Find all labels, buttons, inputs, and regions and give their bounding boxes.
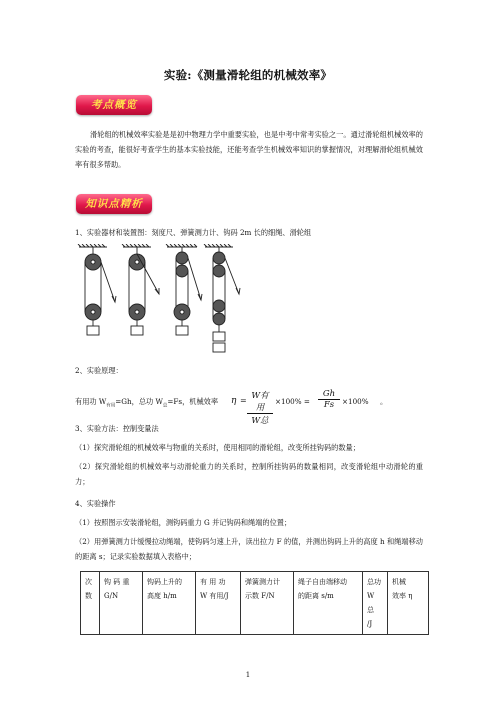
item-4-1: （1）按照图示安装滑轮组，测钩码重力 G 并记钩码和绳端的位置； xyxy=(75,518,292,527)
item-2-principle: 2、实验原理： xyxy=(75,366,123,375)
header-total-work: 总功 W 总 /J xyxy=(363,572,388,635)
formula-useful-eq: =Gh，总功 W xyxy=(115,397,163,406)
intro-paragraph: 滑轮组的机械效率实验是是初中物理力学中重要实验，也是中考中常考实验之一。通过滑轮组机械效率的实验的考查，能很好考查学生的基本实验技能，还能考查学生机械效率知识的掌握情况，对理解滑轮组机械效率有很多帮助。 xyxy=(75,130,423,169)
fraction-work-numerator: W有用 xyxy=(247,389,273,414)
pulley-setup-1 xyxy=(78,244,116,335)
header-useful-work: 有 用 功 W 有用/J xyxy=(196,572,241,635)
fraction-work-denominator: W总 xyxy=(251,416,269,426)
formula-end: 。 xyxy=(380,397,388,406)
section-badge-knowledge: 知识点精析 xyxy=(76,194,152,214)
item-4-2: （2）用弹簧测力计缓慢拉动绳端，使钩码匀速上升，读出拉力 F 的值，并测出钩码上升的高度 h 和绳端移动的距离 s；记录实验数据填入表格中； xyxy=(75,537,423,561)
fraction-work-ratio xyxy=(247,389,273,426)
page-number: 1 xyxy=(245,671,251,679)
formula-total-eq: =Fs，机械效率 xyxy=(167,397,219,406)
pulley-setup-3 xyxy=(166,244,202,335)
header-weight: 钩 码 重 G/N xyxy=(100,572,143,635)
formula-useful-work-label: 有用功 W xyxy=(75,397,107,406)
data-table xyxy=(80,571,429,635)
pulley-setup-figure xyxy=(75,244,250,354)
header-height: 钩码上升的 高度 h/m xyxy=(143,572,196,635)
page-title: 实验:《测量滑轮组的机械效率》 xyxy=(163,68,333,82)
header-efficiency: 机械 效率 η xyxy=(388,572,429,635)
pulley-setup-4 xyxy=(204,244,240,352)
formula-total-subscript: 总 xyxy=(162,403,168,409)
formula-eta: η xyxy=(231,396,237,406)
header-trial: 次 数 xyxy=(81,572,100,635)
formula-useful-subscript: 有用 xyxy=(106,403,116,409)
fraction-gh: Gh xyxy=(318,389,340,400)
item-3-1: （1）探究滑轮组的机械效率与物重的关系时，使用相同的滑轮组，改变所挂钩码的数量； xyxy=(75,443,360,452)
section-badge-overview: 考点概览 xyxy=(76,95,152,115)
header-force: 弹簧测力计 示数 F/N xyxy=(241,572,294,635)
formula-times-2: ×100% xyxy=(342,397,369,406)
table-header-row xyxy=(81,572,429,635)
efficiency-formula: 有用功 $W_{有用}=Gh$，总功 $W_总=Fs$，机械效率 η = W有用 W总 ×100% = $\frac{Gh}{Fs}$ ×100% 。 xyxy=(75,389,388,426)
item-1-equipment: 1、实验器材和装置图：刻度尺、弹簧测力计、钩码 2m 长的细绳、滑轮组 xyxy=(75,228,312,237)
item-4-operation: 4、实验操作 xyxy=(75,499,116,508)
item-3-2: （2）探究滑轮组的机械效率与动滑轮重力的关系时，控制所挂钩码的数量相同，改变滑轮组中动滑轮的重力； xyxy=(75,462,423,486)
formula-times-1: ×100% = xyxy=(275,397,310,406)
header-distance: 绳子自由端移动 的距离 s/m xyxy=(294,572,363,635)
item-3-method: 3、实验方法：控制变量法 xyxy=(75,424,159,433)
fraction-fs: Fs xyxy=(323,400,335,410)
pulley-setup-2 xyxy=(122,244,159,335)
fraction-gh-fs xyxy=(318,389,340,410)
